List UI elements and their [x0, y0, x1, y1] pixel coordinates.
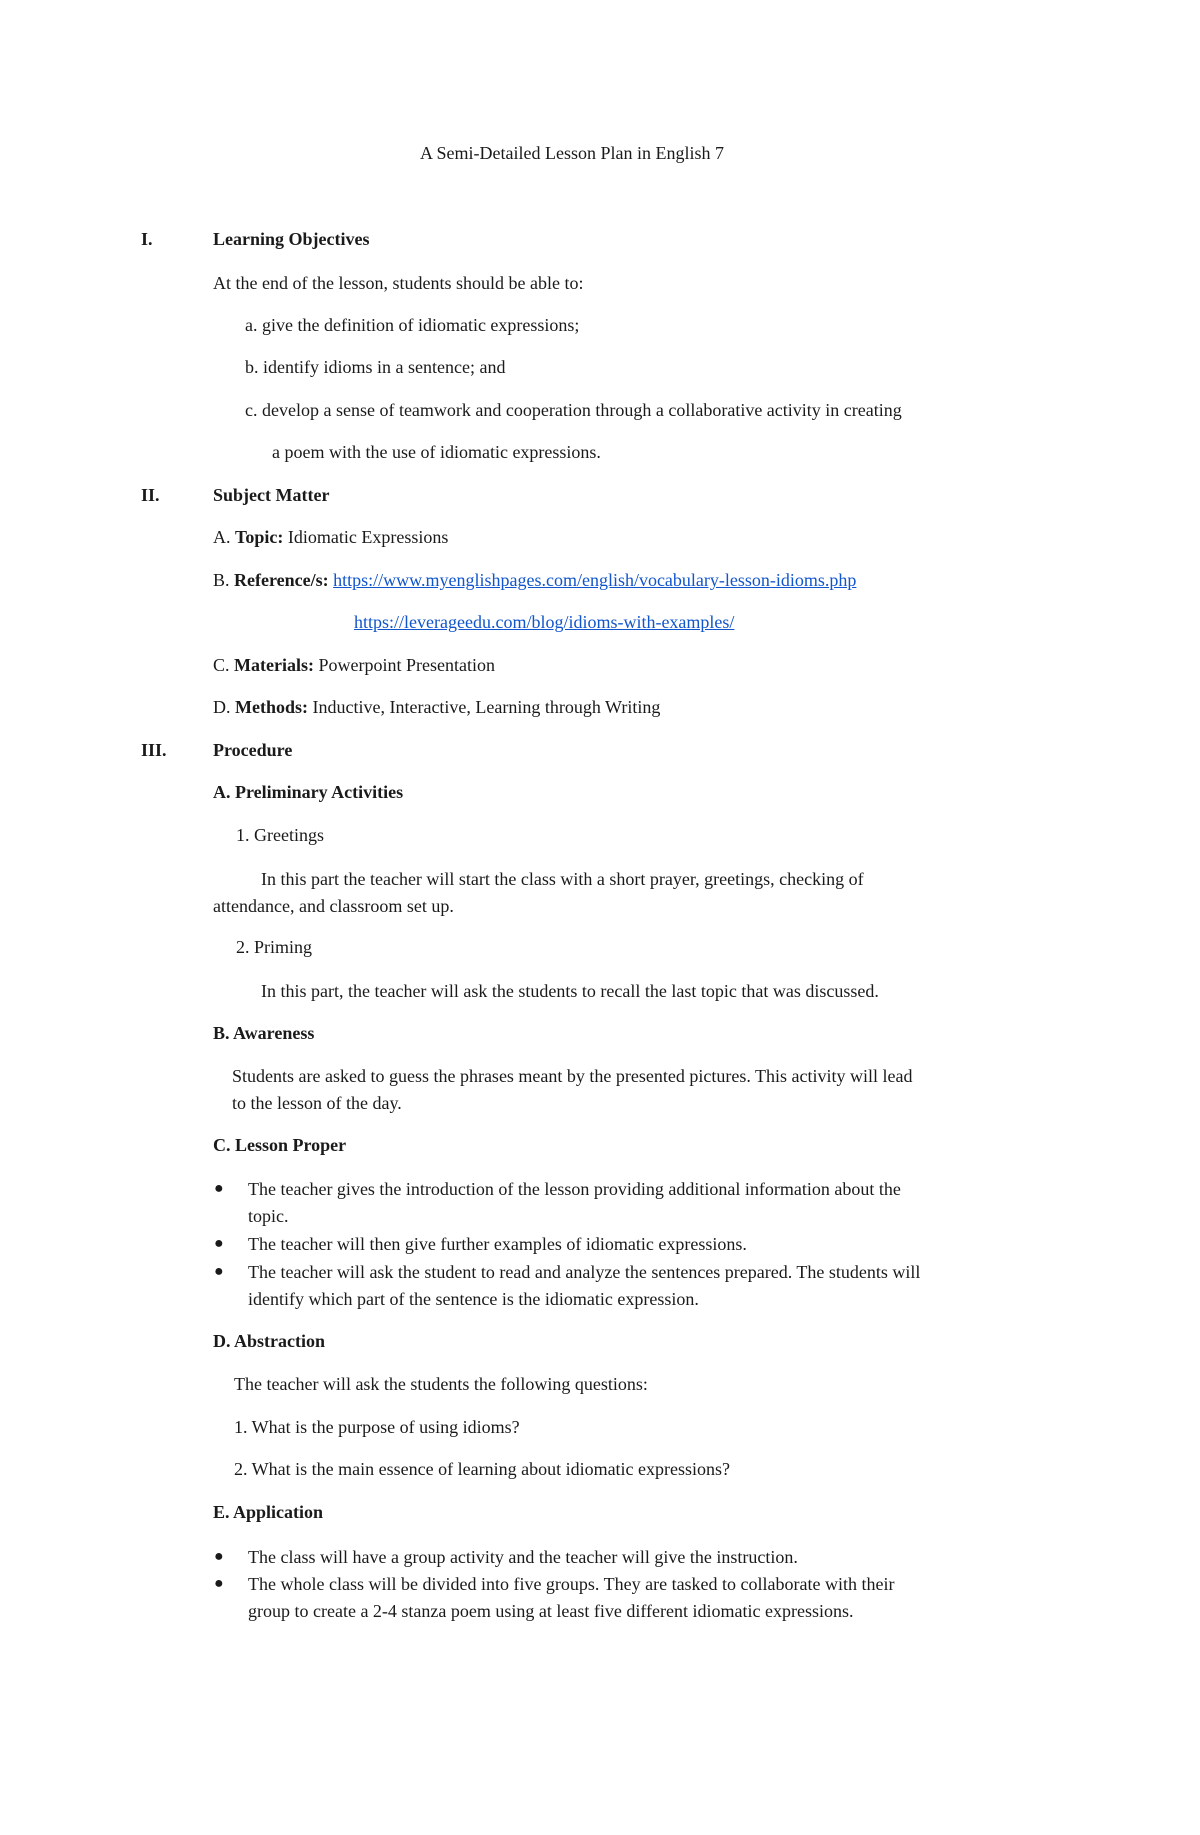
- bullet-icon: ●: [214, 1180, 224, 1197]
- section-numeral-procedure: III.: [141, 740, 167, 760]
- awareness-text-line1: Students are asked to guess the phrases meant by the presented pictures. This activity will lead: [232, 1066, 913, 1086]
- lesson-bullet-2: The teacher will then give further examples of idiomatic expressions.: [248, 1234, 747, 1254]
- greetings-text-line2: attendance, and classroom set up.: [213, 896, 454, 916]
- bullet-icon: ●: [214, 1575, 224, 1592]
- methods-prefix: D.: [213, 697, 231, 717]
- application-bullet-1: The class will have a group activity and the teacher will give the instruction.: [248, 1547, 798, 1567]
- priming-text: In this part, the teacher will ask the students to recall the last topic that was discussed.: [261, 981, 879, 1001]
- prelim-heading: A. Preliminary Activities: [213, 782, 404, 802]
- objectives-intro: At the end of the lesson, students should be able to:: [213, 273, 584, 293]
- application-bullet-2-line1: The whole class will be divided into five groups. They are tasked to collaborate with their: [248, 1574, 895, 1594]
- section-heading-procedure: Procedure: [213, 740, 293, 760]
- lesson-bullet-3-line2: identify which part of the sentence is the idiomatic expression.: [248, 1289, 699, 1309]
- objective-c-line1: c. develop a sense of teamwork and cooperation through a collaborative activity in creating: [245, 400, 902, 420]
- bullet-icon: ●: [214, 1235, 224, 1252]
- reference-label: Reference/s:: [234, 570, 329, 590]
- topic-value: Idiomatic Expressions: [287, 527, 449, 547]
- greetings-text-line1: In this part the teacher will start the class with a short prayer, greetings, checking of: [261, 869, 864, 889]
- section-heading-subject: Subject Matter: [213, 485, 330, 505]
- lesson-bullet-1-line2: topic.: [248, 1206, 289, 1226]
- lesson-bullet-3-line1: The teacher will ask the student to read and analyze the sentences prepared. The students will: [248, 1262, 921, 1282]
- application-bullet-2-line2: group to create a 2-4 stanza poem using at least five different idiomatic expressions.: [248, 1601, 854, 1621]
- topic-line: [213, 528, 448, 546]
- section-numeral-subject: II.: [141, 485, 160, 505]
- materials-prefix: C.: [213, 655, 230, 675]
- priming-label: 2. Priming: [236, 937, 313, 957]
- bullet-icon: ●: [214, 1548, 224, 1565]
- abstraction-heading: D. Abstraction: [213, 1331, 325, 1351]
- topic-prefix: A.: [213, 527, 231, 547]
- reference-line: [213, 571, 856, 589]
- abstraction-intro: The teacher will ask the students the following questions:: [234, 1374, 648, 1394]
- reference-link-myenglishpages[interactable]: https://www.myenglishpages.com/english/vocabulary-lesson-idioms.php: [333, 570, 857, 590]
- document-title: A Semi-Detailed Lesson Plan in English 7: [420, 143, 724, 163]
- section-numeral-objectives: I.: [141, 229, 153, 249]
- materials-line: [213, 656, 495, 674]
- awareness-text-line2: to the lesson of the day.: [232, 1093, 402, 1113]
- application-heading: E. Application: [213, 1502, 324, 1522]
- greetings-label: 1. Greetings: [236, 825, 324, 845]
- reference-prefix: B.: [213, 570, 230, 590]
- bullet-icon: ●: [214, 1263, 224, 1280]
- methods-label: Methods:: [235, 697, 308, 717]
- reference-link-leverageedu[interactable]: https://leverageedu.com/blog/idioms-with-examples/: [354, 612, 735, 632]
- objective-a: a. give the definition of idiomatic expressions;: [245, 315, 580, 335]
- objective-c-line2: a poem with the use of idiomatic expressions.: [272, 442, 601, 462]
- topic-label: Topic:: [235, 527, 284, 547]
- methods-line: [213, 698, 660, 716]
- methods-value: Inductive, Interactive, Learning through Writing: [312, 697, 661, 717]
- abstraction-question-1: 1. What is the purpose of using idioms?: [234, 1417, 520, 1437]
- lesson-bullet-1-line1: The teacher gives the introduction of the lesson providing additional information about the: [248, 1179, 901, 1199]
- abstraction-question-2: 2. What is the main essence of learning about idiomatic expressions?: [234, 1459, 731, 1479]
- materials-label: Materials:: [234, 655, 314, 675]
- objective-b: b. identify idioms in a sentence; and: [245, 357, 506, 377]
- materials-value: Powerpoint Presentation: [318, 655, 495, 675]
- section-heading-objectives: Learning Objectives: [213, 229, 370, 249]
- awareness-heading: B. Awareness: [213, 1023, 315, 1043]
- lesson-proper-heading: C. Lesson Proper: [213, 1135, 347, 1155]
